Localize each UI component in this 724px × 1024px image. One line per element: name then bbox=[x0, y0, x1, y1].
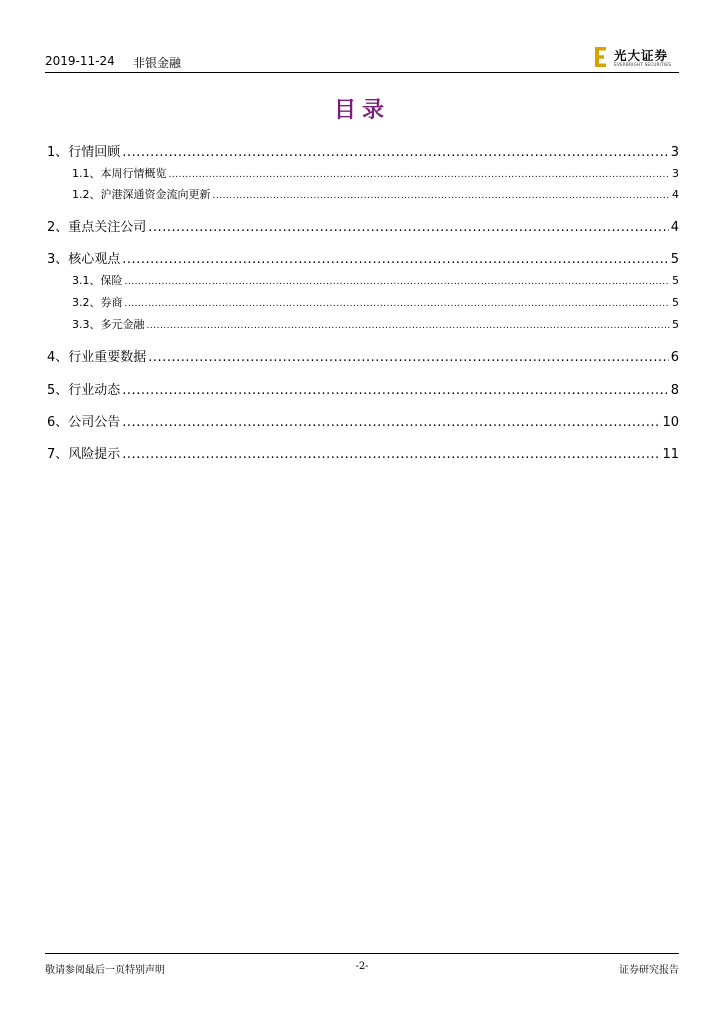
footer-page-number: -2- bbox=[355, 961, 369, 972]
toc-page-number: 4 bbox=[670, 220, 679, 235]
toc-leader bbox=[122, 383, 668, 398]
toc-entry[interactable] bbox=[47, 379, 679, 397]
toc-number: 2、 bbox=[47, 220, 69, 235]
toc-label: 行情回顾 bbox=[68, 145, 121, 160]
toc-label: 券商 bbox=[100, 296, 123, 309]
company-logo bbox=[595, 46, 677, 70]
toc-leader bbox=[122, 252, 668, 267]
toc-page-number: 5 bbox=[672, 296, 679, 309]
toc-page-number: 10 bbox=[662, 415, 679, 430]
toc-number: 1.1、 bbox=[72, 167, 101, 180]
logo-text-en: EVERBRIGHT SECURITIES bbox=[614, 62, 672, 67]
toc-number: 3.1、 bbox=[72, 274, 101, 287]
toc-label: 核心观点 bbox=[68, 252, 121, 267]
toc-page-number: 3 bbox=[670, 145, 679, 160]
toc-leader bbox=[122, 145, 668, 160]
toc-leader bbox=[213, 188, 671, 201]
toc-entry[interactable] bbox=[47, 411, 679, 429]
toc-number: 4、 bbox=[47, 350, 69, 365]
toc-number: 6、 bbox=[47, 415, 69, 430]
footer-doc-type: 证券研究报告 bbox=[619, 965, 679, 976]
toc-title: 目录 bbox=[333, 98, 390, 123]
page-header bbox=[45, 44, 679, 73]
toc-page-number: 11 bbox=[662, 447, 679, 462]
toc-entry[interactable] bbox=[47, 216, 679, 234]
toc-entry[interactable] bbox=[72, 165, 679, 180]
toc-entry[interactable] bbox=[72, 272, 679, 287]
toc-page-number: 5 bbox=[670, 252, 679, 267]
toc-entry[interactable] bbox=[47, 141, 679, 159]
toc-entry[interactable] bbox=[47, 248, 679, 266]
toc-leader bbox=[122, 447, 660, 462]
page-footer bbox=[45, 953, 679, 978]
toc-label: 沪港深通资金流向更新 bbox=[100, 188, 211, 201]
toc-label: 行业重要数据 bbox=[68, 350, 147, 365]
toc-number: 1.2、 bbox=[72, 188, 101, 201]
toc-page-number: 3 bbox=[672, 167, 679, 180]
toc-entry[interactable] bbox=[47, 443, 679, 461]
toc-entry[interactable] bbox=[72, 186, 679, 201]
toc-label: 保险 bbox=[100, 274, 123, 287]
toc-page-number: 8 bbox=[670, 383, 679, 398]
toc-number: 5、 bbox=[47, 383, 69, 398]
toc-leader bbox=[122, 415, 660, 430]
toc-page-number: 5 bbox=[672, 274, 679, 287]
toc-leader bbox=[125, 296, 671, 309]
toc-number: 3.3、 bbox=[72, 318, 101, 331]
toc-label: 多元金融 bbox=[100, 318, 145, 331]
toc-label: 风险提示 bbox=[68, 447, 121, 462]
toc-leader bbox=[125, 274, 671, 287]
toc-entry[interactable] bbox=[47, 346, 679, 364]
toc-entry[interactable] bbox=[72, 294, 679, 309]
toc-leader bbox=[148, 350, 668, 365]
footer-disclaimer: 敬请参阅最后一页特别声明 bbox=[45, 965, 165, 976]
toc-number: 3、 bbox=[47, 252, 69, 267]
toc-label: 重点关注公司 bbox=[68, 220, 147, 235]
toc-leader bbox=[148, 220, 668, 235]
toc-page-number: 4 bbox=[672, 188, 679, 201]
toc-label: 行业动态 bbox=[68, 383, 121, 398]
toc-leader bbox=[169, 167, 671, 180]
toc-page-number: 6 bbox=[670, 350, 679, 365]
logo-e-icon bbox=[595, 47, 609, 67]
toc-number: 1、 bbox=[47, 145, 69, 160]
toc-leader bbox=[147, 318, 671, 331]
toc-entry[interactable] bbox=[72, 316, 679, 331]
toc-number: 3.2、 bbox=[72, 296, 101, 309]
report-sector: 非银金融 bbox=[133, 56, 182, 70]
toc-label: 公司公告 bbox=[68, 415, 121, 430]
report-date: 2019-11-24 bbox=[45, 54, 115, 68]
toc-number: 7、 bbox=[47, 447, 69, 462]
toc-label: 本周行情概览 bbox=[100, 167, 167, 180]
logo-text-cn: 光大证券 bbox=[614, 48, 669, 63]
toc-page-number: 5 bbox=[672, 318, 679, 331]
